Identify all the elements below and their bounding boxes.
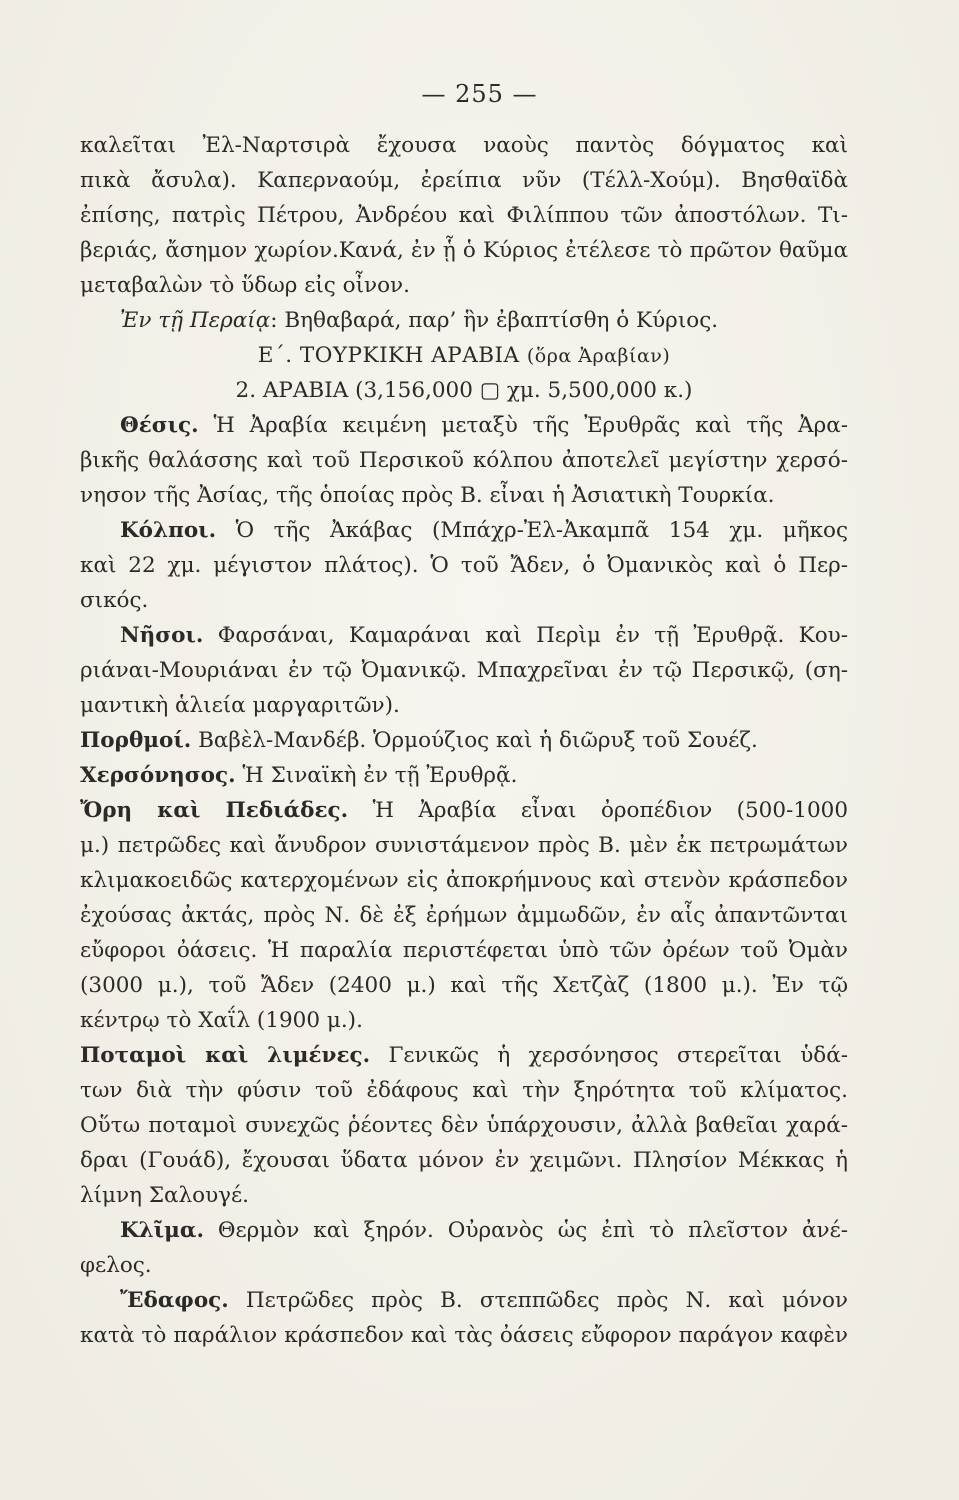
text-line: μ.) πετρῶδες καὶ ἄνυδρον συνιστάμενον πρὸς Β. μὲν ἐκ πετρωμάτων <box>80 833 848 858</box>
text-line: λίμνη Σαλουγέ. <box>80 1183 249 1208</box>
text-line: κατὰ τὸ παράλιον κράσπεδον καὶ τὰς ὀάσεις εὔφορον παράγον καφὲν <box>80 1323 848 1348</box>
ori-label: Ὄρη καὶ Πεδιάδες. <box>80 798 349 823</box>
potamoi-label: Ποταμοὶ καὶ λιμένες. <box>80 1043 371 1068</box>
section-title-main: Ε΄. ΤΟΥΡΚΙΚΗ ΑΡΑΒΙΑ <box>257 343 520 368</box>
page-body <box>80 128 848 1353</box>
nisoi-label: Νῆσοι. <box>120 623 204 648</box>
edafos-label: Ἔδαφος. <box>120 1288 229 1313</box>
porthmoi-label: Πορθμοί. <box>80 728 192 753</box>
text-line: ἐπίσης, πατρὶς Πέτρου, Ἀνδρέου καὶ Φιλίππου τῶν ἀποστόλων. Τι- <box>80 203 848 228</box>
peraia-line <box>80 303 848 338</box>
chersonisos-line: Χερσόνησος. Ἡ Σιναϊκὴ ἐν τῇ Ἐρυθρᾷ. <box>80 763 518 788</box>
section-subtitle: 2. ΑΡΑΒΙΑ (3,156,000 ▢ χμ. 5,500,000 κ.) <box>235 378 693 403</box>
text-line: μαντικὴ ἁλιεία μαργαριτῶν). <box>80 693 400 718</box>
text-line: κέντρῳ τὸ Χαΐλ (1900 μ.). <box>80 1008 363 1033</box>
text-line: Οὕτω ποταμοὶ συνεχῶς ῥέοντες δὲν ὑπάρχουσιν, ἀλλὰ βαθεῖαι χαρά- <box>80 1113 848 1138</box>
text-line: νησον τῆς Ἀσίας, τῆς ὁποίας πρὸς Β. εἶναι ἡ Ἀσιατικὴ Τουρκία. <box>80 483 775 508</box>
section-title <box>80 338 848 373</box>
text-line: καὶ 22 χμ. μέγιστον πλάτος). Ὁ τοῦ Ἄδεν, ὁ Ὀμανικὸς καὶ ὁ Περ- <box>80 553 848 578</box>
peraia-label: Ἐν τῇ Περαίᾳ <box>120 308 271 333</box>
text-line: ριάναι-Μουριάναι ἐν τῷ Ὀμανικῷ. Μπαχρεῖναι ἐν τῷ Περσικῷ, (ση- <box>80 658 848 683</box>
peraia-text: : Βηθαβαρά, παρ’ ἣν ἐβαπτίσθη ὁ Κύριος. <box>270 308 719 333</box>
text-line: φελος. <box>80 1253 152 1278</box>
section-title-note: (ὅρα Ἀραβίαν) <box>526 345 671 367</box>
text-line: ἐχούσας ἀκτάς, πρὸς Ν. δὲ ἐξ ἐρήμων ἀμμωδῶν, ἐν αἷς ἀπαντῶνται <box>80 903 848 928</box>
ori-line: Ὄρη καὶ Πεδιάδες. Ἡ Ἀραβία εἶναι ὀροπέδιον (500-1000 <box>80 798 848 823</box>
kolpoi-label: Κόλποι. <box>120 518 217 543</box>
text-line: βικῆς θαλάσσης καὶ τοῦ Περσικοῦ κόλπου ἀποτελεῖ μεγίστην χερσό- <box>80 448 848 473</box>
text-line: των διὰ τὴν φύσιν τοῦ ἐδάφους καὶ τὴν ξηρότητα τοῦ κλίματος. <box>80 1078 848 1103</box>
nisoi-line: Νῆσοι. Φαρσάναι, Καμαράναι καὶ Περὶμ ἐν τῇ Ἐρυθρᾷ. Κου- <box>120 623 848 648</box>
text-line: βεριάς, ἄσημον χωρίον.Κανά, ἐν ᾗ ὁ Κύριος ἐτέλεσε τὸ πρῶτον θαῦμα <box>80 238 848 263</box>
text-line: (3000 μ.), τοῦ Ἄδεν (2400 μ.) καὶ τῆς Χετζὰζ (1800 μ.). Ἐν τῷ <box>80 973 848 998</box>
klima-line: Κλῖμα. Θερμὸν καὶ ξηρόν. Οὐρανὸς ὡς ἐπὶ τὸ πλεῖστον ἀνέ- <box>120 1218 848 1243</box>
text-line: μεταβαλὼν τὸ ὕδωρ εἰς οἶνον. <box>80 273 410 298</box>
text-line: κλιμακοειδῶς κατερχομένων εἰς ἀποκρήμνους καὶ στενὸν κράσπεδον <box>80 868 848 893</box>
text-line: σικός. <box>80 588 149 613</box>
text-line: καλεῖται Ἐλ-Ναρτσιρὰ ἔχουσα ναοὺς παντὸς δόγματος καὶ <box>80 133 848 158</box>
klima-label: Κλῖμα. <box>120 1218 204 1243</box>
thesis-line: Θέσις. Ἡ Ἀραβία κειμένη μεταξὺ τῆς Ἐρυθρᾶς καὶ τῆς Ἀρα- <box>120 413 848 438</box>
chersonisos-label: Χερσόνησος. <box>80 763 236 788</box>
text-line: δραι (Γουάδ), ἔχουσαι ὕδατα μόνον ἐν χειμῶνι. Πλησίον Μέκκας ἡ <box>80 1148 848 1173</box>
page-number: — 255 — <box>421 80 538 108</box>
porthmoi-line: Πορθμοί. Βαβὲλ-Μανδέβ. Ὁρμούζιος καὶ ἡ διῶρυξ τοῦ Σουέζ. <box>80 728 758 753</box>
text-line: πικὰ ἄσυλα). Καπερναούμ, ἐρείπια νῦν (Τέλλ-Χούμ). Βησθαϊδὰ <box>80 168 848 193</box>
kolpoi-line: Κόλποι. Ὁ τῆς Ἀκάβας (Μπάχρ-Ἐλ-Ἀκαμπᾶ 154 χμ. μῆκος <box>120 518 848 543</box>
potamoi-line: Ποταμοὶ καὶ λιμένες. Γενικῶς ἡ χερσόνησος στερεῖται ὑδά- <box>80 1043 848 1068</box>
edafos-line: Ἔδαφος. Πετρῶδες πρὸς Β. στεππῶδες πρὸς Ν. καὶ μόνον <box>120 1288 848 1313</box>
text-line: εὔφοροι ὀάσεις. Ἡ παραλία περιστέφεται ὑπὸ τῶν ὀρέων τοῦ Ὀμὰν <box>80 938 848 963</box>
thesis-label: Θέσις. <box>120 413 199 438</box>
